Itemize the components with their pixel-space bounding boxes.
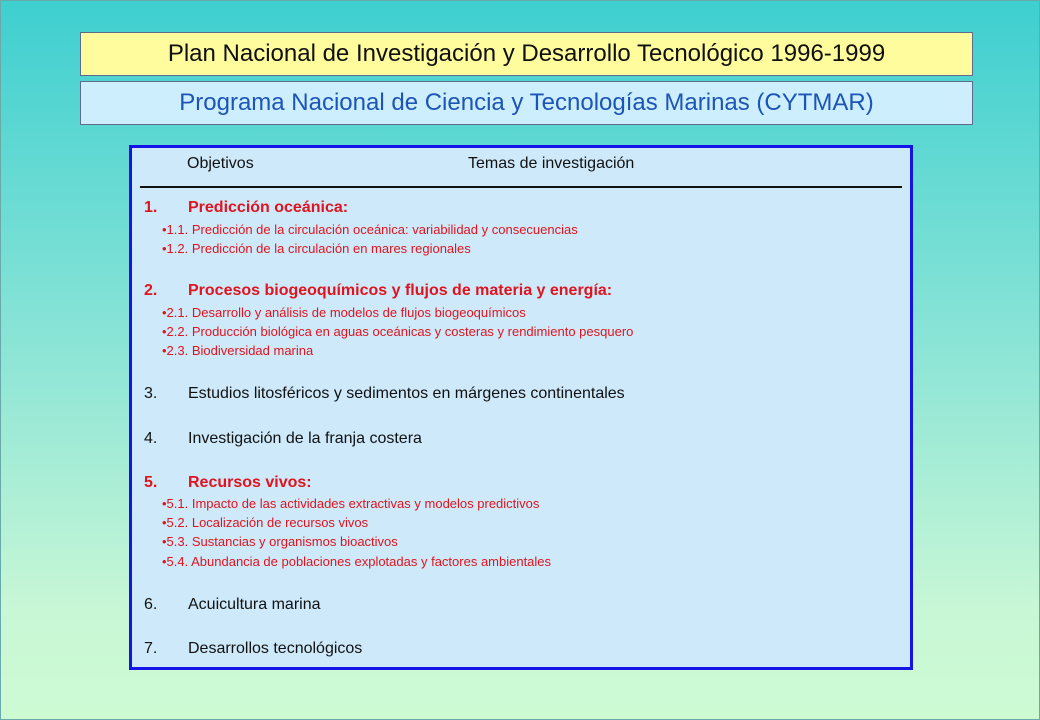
objective-2 <box>144 282 612 300</box>
objective-3 <box>144 385 625 403</box>
objective-number: 1. <box>144 199 158 216</box>
objective-number: 7. <box>144 640 158 657</box>
objective-text: Estudios litosféricos y sedimentos en márgenes continentales <box>188 385 625 402</box>
objective-text: Desarrollos tecnológicos <box>188 640 363 657</box>
objective-number: 2. <box>144 282 158 299</box>
subtopic-1-1: •1.1. Predicción de la circulación oceánica: variabilidad y consecuencias <box>162 222 578 237</box>
subtopic-2-2: •2.2. Producción biológica en aguas oceánicas y costeras y rendimiento pesquero <box>162 324 634 339</box>
objective-4 <box>144 430 422 448</box>
program-subtitle <box>80 81 973 125</box>
objective-1 <box>144 199 348 217</box>
table-header <box>132 155 910 177</box>
objective-number: 4. <box>144 430 158 447</box>
objective-text: Investigación de la franja costera <box>188 430 422 447</box>
objective-6 <box>144 596 321 614</box>
subtopic-5-1: •5.1. Impacto de las actividades extractivas y modelos predictivos <box>162 496 540 511</box>
plan-title-text: Plan Nacional de Investigación y Desarrollo Tecnológico 1996-1999 <box>167 40 886 67</box>
subtopic-5-3: •5.3. Sustancias y organismos bioactivos <box>162 534 398 549</box>
plan-title <box>80 32 973 76</box>
objective-text: Procesos biogeoquímicos y flujos de materia y energía: <box>188 282 613 299</box>
objective-text: Acuicultura marina <box>188 596 321 613</box>
objective-text: Recursos vivos: <box>188 474 312 491</box>
objectives-panel <box>129 145 913 670</box>
header-temas: Temas de investigación <box>468 155 635 172</box>
objective-5 <box>144 474 312 492</box>
program-subtitle-text: Programa Nacional de Ciencia y Tecnologías Marinas (CYTMAR) <box>179 89 874 116</box>
objective-text: Predicción oceánica: <box>188 199 349 216</box>
objective-number: 5. <box>144 474 158 491</box>
subtopic-1-2: •1.2. Predicción de la circulación en mares regionales <box>162 241 471 256</box>
objective-number: 6. <box>144 596 158 613</box>
objective-number: 3. <box>144 385 158 402</box>
subtopic-2-3: •2.3. Biodiversidad marina <box>162 343 314 358</box>
objective-7 <box>144 640 362 658</box>
subtopic-2-1: •2.1. Desarrollo y análisis de modelos de flujos biogeoquímicos <box>162 305 526 320</box>
subtopic-5-4: •5.4. Abundancia de poblaciones explotadas y factores ambientales <box>162 554 552 569</box>
header-divider <box>140 186 902 188</box>
subtopic-5-2: •5.2. Localización de recursos vivos <box>162 515 369 530</box>
header-objetivos: Objetivos <box>187 155 254 172</box>
